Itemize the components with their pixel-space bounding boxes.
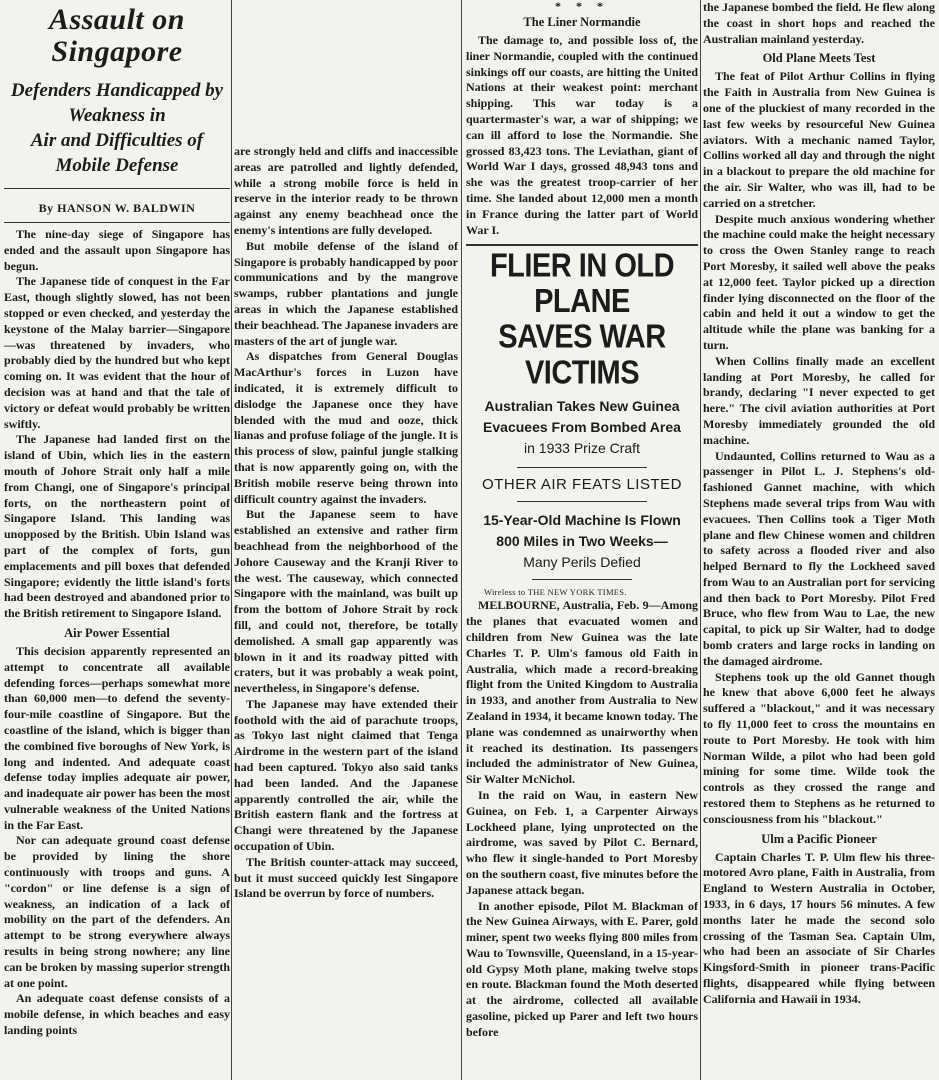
- divider: [4, 188, 230, 189]
- deck-line: Many Perils Defied: [523, 554, 641, 571]
- flier-headline-line: SAVES WAR VICTIMS: [498, 319, 666, 392]
- subhead: Air Power Essential: [64, 625, 170, 640]
- divider: [517, 501, 647, 502]
- paragraph: The Japanese may have extended their foothold with the aid of parachute troops, as Tokyo last night claimed that Tenga Airdrome in the western part of the island had been captured. Tokyo also said tanks had been landed. And the Japanese apparently controlled the air, while the British eastern flank and the fortress at Changi were threatened by the Japanese occupation of Ubin.: [234, 696, 458, 854]
- deck-line: Evacuees From Bombed Area: [483, 419, 681, 436]
- column-2: [234, 0, 458, 1080]
- subhead: Old Plane Meets Test: [762, 51, 876, 66]
- column-3: [466, 0, 698, 1080]
- flier-headline: [466, 249, 698, 392]
- flier-headline-line: FLIER IN OLD PLANE: [489, 247, 675, 321]
- column-4: [703, 0, 935, 1080]
- subhead: The Liner Normandie: [523, 15, 641, 29]
- paragraph: The British counter-attack may succeed, but it must succeed quickly lest Singapore Island be overrun by force of numbers.: [234, 854, 458, 901]
- paragraph: In the raid on Wau, in eastern New Guinea, on Feb. 1, a Carpenter Airways Lockheed plane, lying unprotected on the airdrome, was saved by Pilot C. Bernard, who flew it single-handed to Port Moresby on the southern coast, five minutes before the Japanese attack began.: [466, 787, 698, 897]
- paragraph: But mobile defense of the island of Singapore is probably handicapped by poor communications and by the mangrove swamps, rubber plantations and jungle areas in which the Japanese established their beachhead. The Japanese invaders are masters of the art of jungle war.: [234, 238, 458, 348]
- paragraph: In another episode, Pilot M. Blackman of the New Guinea Airways, with E. Parer, gold miner, spent two weeks flying 800 miles from Wau to Townsville, Queensland, in a 15-year-old Gypsy Moth plane, making twelve stops en route. Blackman found the Moth deserted at the airdrome, collected all available gasoline, picked up Parer and left two hours before: [466, 898, 698, 1039]
- deck: [4, 78, 230, 178]
- column-rule: [461, 0, 462, 1080]
- divider: [466, 244, 698, 246]
- wireless-credit: Wireless to THE NEW YORK TIMES.: [484, 587, 627, 598]
- paragraph: the Japanese bombed the field. He flew along the coast in short hops and reached the Australian mainland yesterday.: [703, 0, 935, 46]
- paragraph: This decision apparently represented an attempt to concentrate all available defending forces—perhaps somewhat more than 60,000 men—to defend the seventy-four-mile coastline of Singapore. But the coastline of the island, which is bigger than the combined five boroughs of New York, is long and indented. And adequate coast defense today implies adequate air power, and inadequate air power has been the most vulnerable weakness of the United Nations in the Far East.: [4, 643, 230, 832]
- paragraph: The nine-day siege of Singapore has ended and the assault upon Singapore has begun.: [4, 227, 230, 273]
- headline: Assault on Singapore: [49, 3, 185, 68]
- paragraph: But the Japanese seem to have established an extensive and rather firm beachhead from the neighborhood of the Johore Causeway and the Kranji River to the west. The causeway, which connected Singapore with the mainland, was built up from the bottom of Johore Strait by rock fill, and could not, therefore, be totally demolished. A small gap apparently was blown in it and its roadway pitted with craters, but it was probably a weak point, nevertheless, in Singapore's defense.: [234, 507, 458, 696]
- paragraph: Captain Charles T. P. Ulm flew his three-motored Avro plane, Faith in Australia, from England to Western Australia in October, 1933, in 6 days, 17 hours 56 minutes. A few months later he made the second solo crossing of the Tasman Sea. Captain Ulm, who had been an associate of Sir Charles Kingsford-Smith in pioneer trans-Pacific flights, disappeared while flying between California and Hawaii in 1934.: [703, 849, 935, 1006]
- paragraph: Nor can adequate ground coast defense be provided by lining the shore continuously with troops and guns. A "cordon" or line defense is a sign of weakness, an indication of a lack of mobility on the part of the defenders. An attempt to be strong everywhere always results in being strong nowhere; any line can be broken by massing superior strength at one point.: [4, 833, 230, 990]
- subhead: Ulm a Pacific Pioneer: [761, 831, 877, 846]
- column-1: [4, 0, 230, 1080]
- deck-line: Defenders Handicapped by Weakness in: [10, 80, 224, 126]
- paragraph: are strongly held and cliffs and inaccessible areas are patrolled and lightly defended, while a strong mobile force is held in reserve in the interior ready to be thrown against any enemy beachhead once the enemy's intentions are fully developed.: [234, 144, 458, 237]
- paragraph: As dispatches from General Douglas MacArthur's forces in Luzon have indicated, it is extremely difficult to dislodge the Japanese once they have blended with the mud and ooze, thick lianas and profuse foliage of the jungle. It is this process of slow, painful jungle stalking that is now apparently going on, with the British mobile reserve being thrown into difficult country against the invaders.: [234, 349, 458, 506]
- paragraph: The feat of Pilot Arthur Collins in flying the Faith in Australia from New Guinea is one of the pluckiest of many recorded in the last few weeks by resourceful New Guinea aviators. With a mechanic named Taylor, Collins worked all day and through the night in a blackout to prepare the old machine for the air. Sir Walter, who was ill, had to be carried on a stretcher.: [703, 69, 935, 210]
- deck-line: Air and Difficulties of Mobile Defense: [30, 130, 204, 176]
- paragraph: Despite much anxious wondering whether the machine could make the height necessary to cross the Owen Stanley range to reach Port Moresby, it sailed well above the peaks at 12,000 feet. Taylor picked up a direction finder lying disconnected on the floor of the cabin and held it out a window to get the altitude while the plane was banking for a turn.: [703, 211, 935, 352]
- column-rule: [231, 0, 232, 1080]
- paragraph: When Collins finally made an excellent landing at Port Moresby, he called for brandy, declaring "I never expected to get here." The civil aviation authorities at Port Moresby immediately grounded the old machine.: [703, 353, 935, 447]
- paragraph: Stephens took up the old Gannet though he knew that above 6,000 feet he always suffered a "blackout," and it was necessary to fly 11,000 feet to cross the mountains en route to Port Moresby. He took with him Norman Wilde, a pilot who had been gold mining for some time. Wilde took the controls as they crossed the range and restored them to Stephens as he returned to consciousness from his "blackout.": [703, 669, 935, 826]
- paragraph: An adequate coast defense consists of a mobile defense, in which beaches and easy landing points: [4, 991, 230, 1038]
- paragraph: The damage to, and possible loss of, the liner Normandie, coupled with the continued sinkings off our coasts, are hitting the United Nations at their weakest point: merchant shipping. This war today is a quartermaster's war, a war of shipping; we can ill afford to lose the Normandie. She grossed 83,423 tons. The Leviathan, giant of World War I days, grossed 48,943 tons and she was the greatest troop-carrier of her time. She landed about 12,000 men a month in France during the latter part of World War I.: [466, 33, 698, 237]
- section-stars: * * *: [555, 0, 609, 13]
- paragraph: The Japanese had landed first on the island of Ubin, which lies in the eastern mouth of Johore Strait only half a mile from Changi, one of Singapore's principal forts, on the northeastern point of Singapore Island. This landing was unopposed by the British. Ubin Island was part of the complex of forts, gun emplacements and pill boxes that defended Singapore; evidently the little island's forts had been destroyed and abandoned prior to the British retirement to Singapore Island.: [4, 432, 230, 621]
- column-rule: [700, 0, 701, 1080]
- divider: [532, 579, 632, 580]
- paragraph: The Japanese tide of conquest in the Far East, though slightly slowed, has not been stopped or even checked, and yesterday the keystone of the Malay barrier—Singapore—was threatened by invaders, who probably died by the hundred but who kept coming on. It was evident that the hour of decision was at hand and that the tale of victory or defeat would probably be written swiftly.: [4, 274, 230, 431]
- divider: [517, 467, 647, 468]
- deck-3: [466, 510, 698, 573]
- deck-line: 800 Miles in Two Weeks—: [496, 533, 668, 550]
- headline-spacer: [234, 0, 458, 144]
- paragraph: Undaunted, Collins returned to Wau as a passenger in Pilot L. J. Stephens's old-fashioned Gannet machine, with which Stephens made several trips from Wau with evacuees. Then Collins took a Tiger Moth plane and flew Chinese women and children to safety across a flooded river and also helped Bernard to fly the Lockheed saved from Wau to an Australian port for servicing and then back to Port Moresby. Pilot Fred Bruce, who flew from Wau to Lae, the new capital, to pick up Sir Walter, had to dodge bomb craters and large rocks in landing on the damaged airdrome.: [703, 448, 935, 668]
- deck-line: 15-Year-Old Machine Is Flown: [483, 512, 681, 529]
- deck-line: Australian Takes New Guinea: [484, 398, 680, 415]
- deck-line: in 1933 Prize Craft: [524, 440, 640, 457]
- deck-2: OTHER AIR FEATS LISTED: [482, 476, 682, 494]
- deck-1: [466, 396, 698, 459]
- byline: By HANSON W. BALDWIN: [38, 201, 196, 215]
- paragraph: MELBOURNE, Australia, Feb. 9—Among the planes that evacuated women and children from New Guinea was the late Charles T. P. Ulm's famous old Faith in Australia, which made a record-breaking flight from the United Kingdom to Australia in 1933, and another from Australia to New Zealand in 1934, it became known today. The plane was condemned as unairworthy when it reached its destination. Its passengers included the administrator of New Guinea, Sir Walter McNichol.: [466, 598, 698, 787]
- divider: [4, 222, 230, 223]
